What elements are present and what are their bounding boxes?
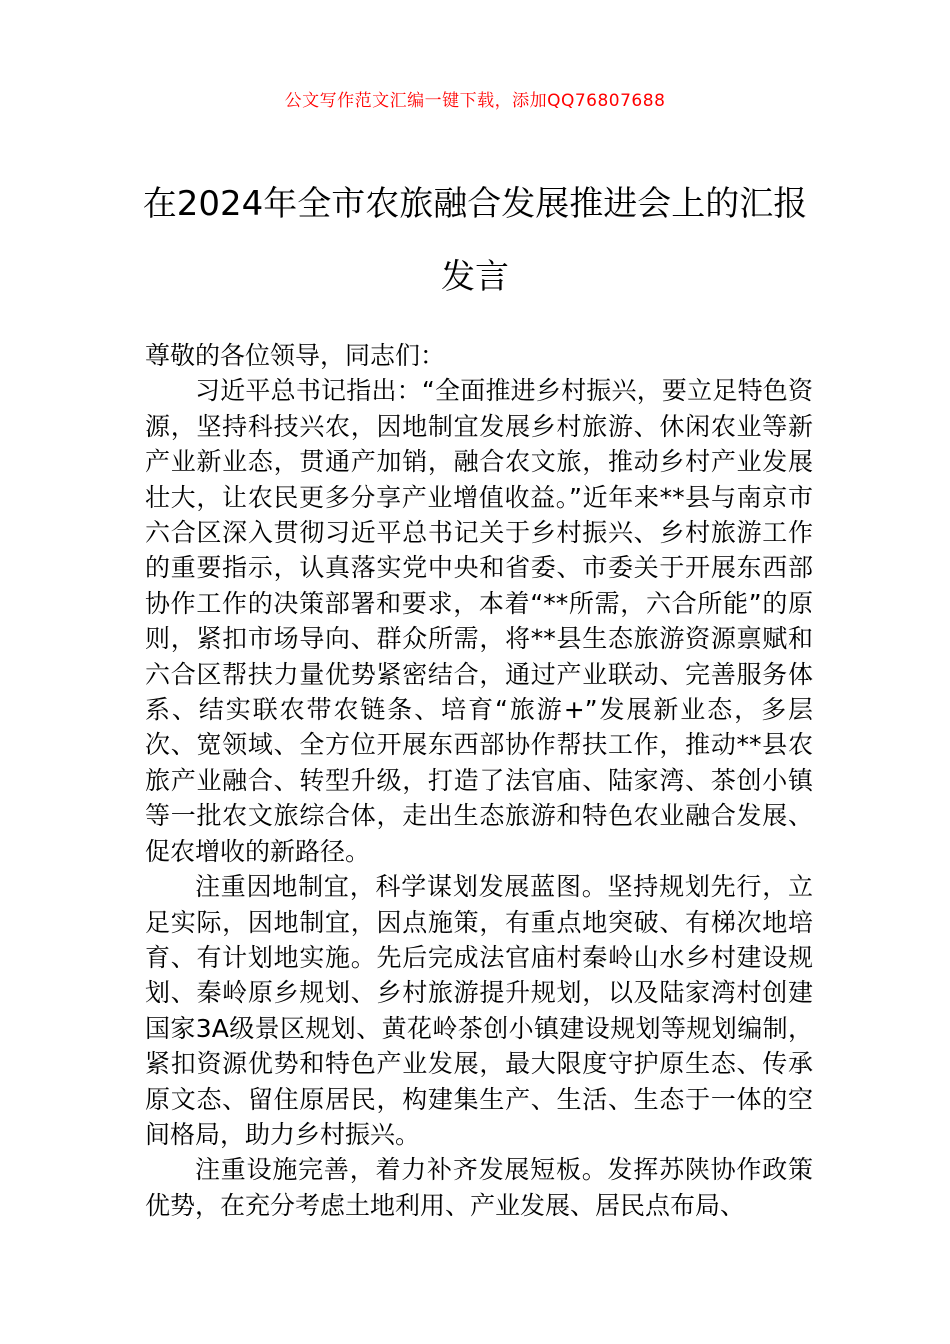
- body-paragraph: 注重设施完善，着力补齐发展短板。发挥苏陕协作政策优势，在充分考虑土地利用、产业发展、居民点布局、: [145, 1155, 813, 1220]
- salutation: 尊敬的各位领导，同志们：: [145, 341, 446, 370]
- download-promo-note: 公文写作范文汇编一键下载，添加QQ76807688: [284, 91, 666, 111]
- document-title: 在2024年全市农旅融合发展推进会上的汇报发言: [142, 184, 808, 297]
- body-paragraph: 注重因地制宜，科学谋划发展蓝图。坚持规划先行，立足实际，因地制宜，因点施策，有重点地突破、有梯次地培育、有计划地实施。先后完成法官庙村秦岭山水乡村建设规划、秦岭原乡规划、乡村旅游提升规划，以及陆家湾村创建国家3A级景区规划、黄花岭茶创小镇建设规划等规划编制，紧扣资源优势和特色产业发展，最大限度守护原生态、传承原文态、留住原居民，构建集生产、生活、生态于一体的空间格局，助力乡村振兴。: [145, 872, 813, 1149]
- document-body: [145, 338, 813, 1223]
- body-paragraph: 习近平总书记指出：“全面推进乡村振兴，要立足特色资源，坚持科技兴农，因地制宜发展乡村旅游、休闲农业等新产业新业态，贯通产加销，融合农文旅，推动乡村产业发展壮大，让农民更多分享产业增值收益。”近年来**县与南京市六合区深入贯彻习近平总书记关于乡村振兴、乡村旅游工作的重要指示，认真落实党中央和省委、市委关于开展东西部协作工作的决策部署和要求，本着“**所需，六合所能”的原则，紧扣市场导向、群众所需，将**县生态旅游资源禀赋和六合区帮扶力量优势紧密结合，通过产业联动、完善服务体系、结实联农带农链条、培育“旅游+”发展新业态，多层次、宽领域、全方位开展东西部协作帮扶工作，推动**县农旅产业融合、转型升级，打造了法官庙、陆家湾、茶创小镇等一批农文旅综合体，走出生态旅游和特色农业融合发展、促农增收的新路径。: [145, 376, 813, 866]
